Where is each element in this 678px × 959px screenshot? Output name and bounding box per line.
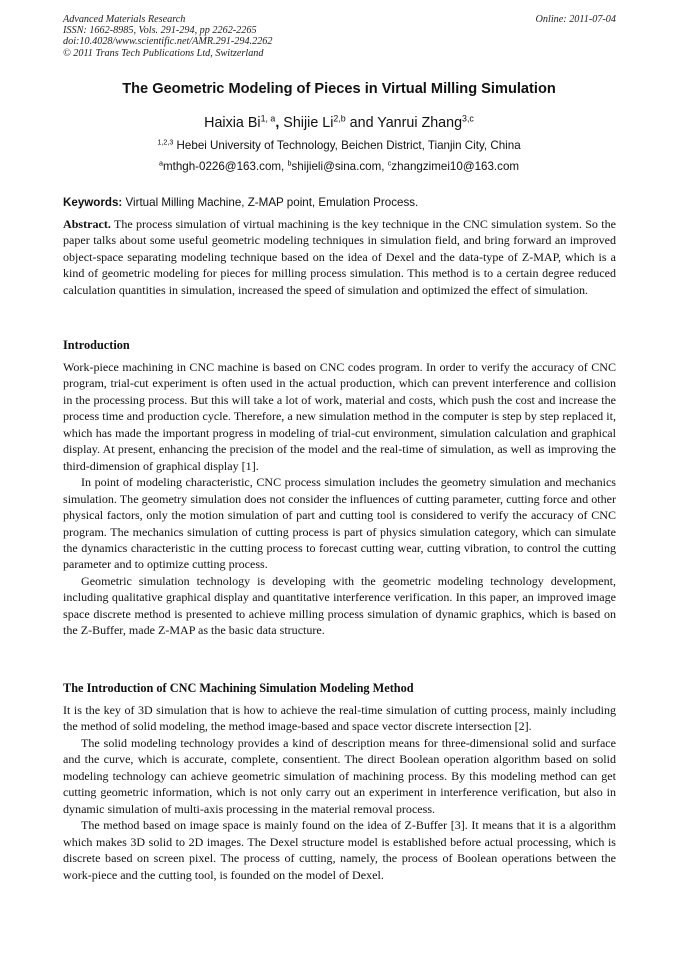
- journal-header: [63, 14, 616, 59]
- email: shijieli@sina.com,: [291, 160, 388, 173]
- author-superscript: 3,c: [462, 113, 474, 124]
- journal-name: Advanced Materials Research: [63, 14, 186, 25]
- email: zhangzimei10@163.com: [391, 160, 520, 173]
- author-separator: and: [345, 115, 378, 131]
- keywords: [63, 196, 616, 209]
- paragraph: The method based on image space is mainly found on the idea of Z-Buffer [3]. It means that it is a algorithm which makes 3D solid to 2D images. The Dexel structure model is established before actual processing, which is discrete based on screen pixel. The process of cutting, namely, the process of Boolean operations between the work-piece and the cutting tool, is founded on the model of Dexel.: [63, 818, 616, 882]
- affiliation-superscript: 1,2,3: [157, 137, 174, 147]
- paragraph: Geometric simulation technology is developing with the geometric modeling technology development, including qualitative graphical display and quantitative interference verification. In this paper, an improved image space discrete method is presented to achieve milling process simulation of dynamic graphics, which is based on the Z-Buffer, made Z-MAP as the basic data structure.: [63, 573, 616, 638]
- section-heading-modeling-method: The Introduction of CNC Machining Simulation Modeling Method: [63, 681, 414, 695]
- author-separator: ,: [275, 115, 284, 131]
- issn-line: ISSN: 1662-8985, Vols. 291-294, pp 2262-2265: [63, 25, 257, 37]
- affiliation-text: Hebei University of Technology, Beichen District, Tianjin City, China: [173, 139, 521, 152]
- paragraph: Work-piece machining in CNC machine is based on CNC codes program. In order to verify the accuracy of CNC program, trial-cut experiment is often used in the actual production, which can prevent interference and collision in the processing process. But this will take a lot of work, material and costs, which push the cost and increase the process time and production cycle. Therefore, a new simulation method in the computer is step by step replaced it, which has made the important progress in modeling of trial-cut environment, simulation calculation and graphical display. At present, enhancing the precision of the model and the real-time of simulation, as well as improving the third-dimension of graphical display [1].: [63, 360, 616, 473]
- modeling-method-section: [63, 702, 616, 883]
- author-list: [0, 115, 678, 131]
- author-name: Haixia Bi: [204, 115, 261, 131]
- section-heading-introduction: Introduction: [63, 338, 130, 352]
- introduction-section: [63, 359, 616, 639]
- affiliation: [0, 139, 678, 152]
- email: mthgh-0226@163.com,: [162, 160, 288, 173]
- author-superscript: 2,b: [333, 113, 346, 124]
- copyright-line: © 2011 Trans Tech Publications Ltd, Switzerland: [63, 47, 264, 59]
- paragraph: In point of modeling characteristic, CNC process simulation includes the geometry simulation and mechanics simulation. The geometry simulation does not consider the influences of cutting parameter, cutting force and other physical factors, only the motion simulation of part and cutting tool is considered to verify the accuracy of CNC program. The mechanics simulation of cutting process is part of physics simulation category, which can simulate the dynamics characteristic in the cutting process to forecast cutting wear, cutting vibration, to control the cutting parameter and to optimize cutting process.: [63, 475, 616, 572]
- doi-line: doi:10.4028/www.scientific.net/AMR.291-294.2262: [63, 36, 273, 48]
- author-name: Yanrui Zhang: [377, 115, 463, 131]
- email-superscript: c: [387, 158, 392, 168]
- online-date: Online: 2011-07-04: [535, 14, 616, 25]
- email-superscript: b: [287, 158, 292, 168]
- paper-title: The Geometric Modeling of Pieces in Virtual Milling Simulation: [122, 81, 556, 97]
- email-superscript: a: [158, 158, 163, 168]
- paragraph: The solid modeling technology provides a kind of description means for three-dimensional solid and surface and the curve, which is accurate, complete, consentient. The direct Boolean operation algorithm based on solid modeling technology can achieve geometric simulation of machining process. By this modeling method can get cutting geometric information, which is not only carry out an experiment in interference verification, but also in dynamic simulation of multi-axis processing in the material removal process.: [63, 735, 616, 816]
- abstract: [63, 216, 616, 298]
- author-superscript: 1, a: [260, 113, 276, 124]
- keywords-text: Virtual Milling Machine, Z-MAP point, Emulation Process.: [122, 196, 419, 209]
- paragraph: It is the key of 3D simulation that is how to achieve the real-time simulation of cutting process, mainly including the method of solid modeling, the method image-based and space vector discrete intersection [2].: [63, 703, 616, 734]
- abstract-text: The process simulation of virtual machining is the key technique in the CNC simulation system. So the paper talks about some useful geometric modeling techniques in simulation field, and bring forward an improved object-space separating modeling technique based on the idea of Dexel and the data-type of Z-MAP, which is a kind of geometric modeling for pieces for milling process simulation. This method is to a certain degree reduced calculation quantities in simulation, increased the speed of simulation and optimized the effect of simulation.: [63, 217, 616, 297]
- author-name: Shijie Li: [283, 115, 334, 131]
- keywords-label: Keywords:: [63, 196, 123, 209]
- abstract-label: Abstract.: [63, 217, 111, 231]
- author-emails: [0, 160, 678, 173]
